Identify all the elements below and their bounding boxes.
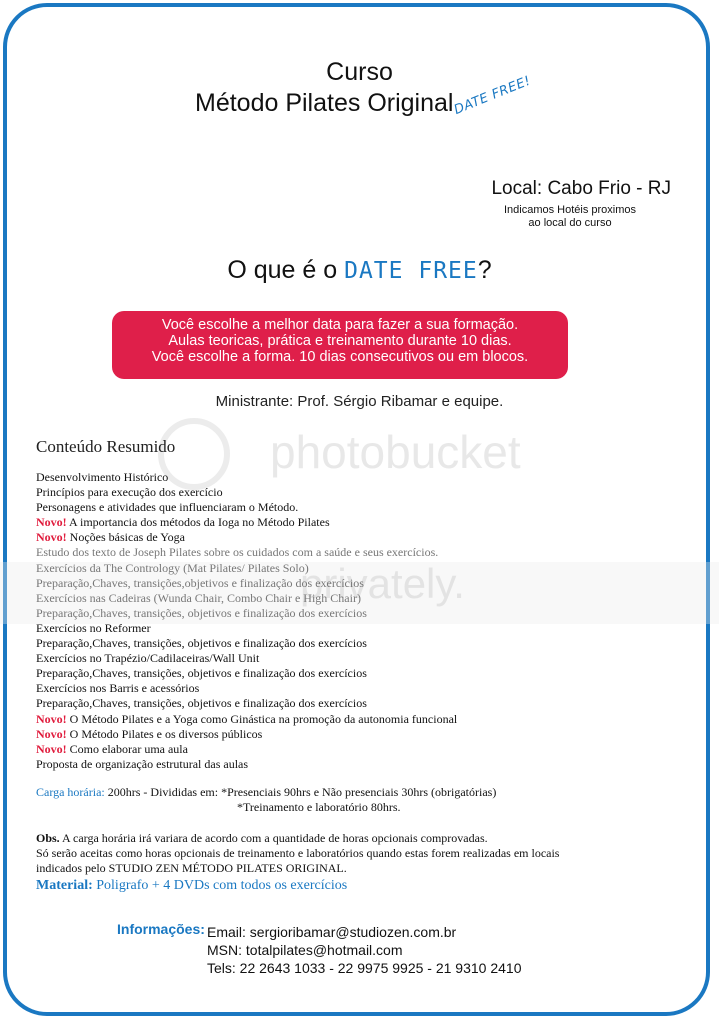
list-item-text: Exercícios no Reformer (36, 620, 151, 635)
carga-label: Carga horária: (36, 785, 105, 799)
info-msn[interactable]: MSN: totalpilates@hotmail.com (207, 942, 403, 958)
banner-line1: Você escolhe a melhor data para fazer a sua formação. (161, 317, 519, 333)
date-free-stamp: DATE FREE! (452, 73, 534, 118)
list-item (36, 485, 457, 500)
list-item-text: A importancia dos métodos da Ioga no Método Pilates (66, 515, 330, 530)
carga-line1: 200hrs - Divididas em: *Presenciais 90hrs e Não presenciais 30hrs (obrigatórias) (104, 785, 497, 799)
list-item (36, 681, 457, 696)
material (36, 878, 347, 894)
banner-line2: Aulas teoricas, prática e treinamento durante 10 dias. (168, 333, 512, 349)
ministrante: Ministrante: Prof. Sérgio Ribamar e equipe. (215, 393, 504, 410)
new-badge: Novo! (36, 726, 67, 741)
hotels-line1: Indicamos Hotéis proximos (503, 204, 637, 216)
list-item-text: Noções básicas de Yoga (66, 530, 185, 545)
list-item-text: Exercícios nos Barris e acessórios (36, 681, 200, 696)
hotels-note (470, 204, 670, 230)
obs-line1: A carga horária irá variara de acordo com a quantidade de horas opcionais comprovadas. (59, 831, 488, 845)
list-item-text: O Método Pilates e os diversos públicos (66, 726, 263, 741)
watermark-text-1: photobucket (270, 426, 521, 478)
list-item-text: Princípios para execução dos exercício (36, 485, 223, 500)
new-badge: Novo! (36, 711, 67, 726)
list-item-text: Exercícios no Trapézio/Cadilaceiras/Wall Unit (36, 651, 260, 666)
info-contacts (207, 923, 521, 977)
list-item (36, 470, 457, 485)
list-item (36, 712, 457, 727)
obs-line3: indicados pelo STUDIO ZEN MÉTODO PILATES ORIGINAL. (36, 861, 347, 875)
new-badge: Novo! (36, 530, 67, 545)
list-item (36, 727, 457, 742)
course-title-line2: Método Pilates Original (195, 89, 454, 117)
list-item-text: Exercícios da The Contrology (Mat Pilates/ Pilates Solo) (36, 560, 309, 575)
list-item-text: Preparação,Chaves, transições,objetivos e finalização dos exercícios (36, 575, 364, 590)
watermark-text-2: privately. (300, 560, 465, 607)
list-item (36, 530, 457, 545)
list-item (36, 545, 457, 560)
list-item (36, 561, 457, 576)
course-title-line1: Curso (326, 58, 393, 86)
new-badge: Novo! (36, 741, 67, 756)
list-item (36, 591, 457, 606)
material-label: Material: (36, 878, 93, 893)
list-item (36, 651, 457, 666)
date-free-question (0, 256, 719, 285)
list-item (36, 757, 457, 772)
hotels-line2: ao local do curso (528, 217, 612, 229)
content-list (36, 470, 457, 772)
list-item-text: Desenvolvimento Histórico (36, 470, 169, 484)
list-item-text: Personagens e atividades que influenciaram o Método. (36, 500, 299, 515)
content-heading: Conteúdo Resumido (36, 437, 176, 456)
list-item-text: Preparação,Chaves, transições, objetivos e finalização dos exercícios (36, 636, 367, 651)
info-label: Informações: (117, 921, 205, 937)
list-item-text: Preparação,Chaves, transições, objetivos e finalização dos exercícios (36, 696, 367, 711)
list-item-text: O Método Pilates e a Yoga como Ginástica na promoção da autonomia funcional (66, 711, 458, 726)
obs-line2: Só serão aceitas como horas opcionais de treinamento e laboratórios quando estas forem realizadas em locais (36, 846, 560, 860)
list-item-text: Proposta de organização estrutural das aulas (36, 756, 249, 771)
date-free-banner (112, 311, 568, 379)
list-item (36, 576, 457, 591)
carga-line2: *Treinamento e laboratório 80hrs. (237, 800, 401, 814)
list-item (36, 666, 457, 681)
question-highlight: DATE FREE (344, 258, 478, 284)
obs-block (36, 831, 559, 876)
list-item (36, 742, 457, 757)
question-prefix: O que é o (227, 256, 345, 284)
list-item (36, 636, 457, 651)
list-item (36, 621, 457, 636)
info-tels: Tels: 22 2643 1033 - 22 9975 9925 - 21 9310 2410 (207, 960, 522, 976)
location: Local: Cabo Frio - RJ (491, 178, 671, 199)
list-item-text: Como elaborar uma aula (66, 741, 188, 756)
info-email[interactable]: Email: sergioribamar@studiozen.com.br (207, 924, 457, 940)
list-item (36, 500, 457, 515)
list-item (36, 515, 457, 530)
list-item-text: Estudo dos texto de Joseph Pilates sobre os cuidados com a saúde e seus exercícios. (36, 545, 439, 560)
list-item (36, 606, 457, 621)
obs-label: Obs. (36, 831, 60, 845)
material-text: Poligrafo + 4 DVDs com todos os exercícios (92, 878, 348, 893)
list-item-text: Preparação,Chaves, transições, objetivos e finalização dos exercícios (36, 605, 367, 620)
list-item (36, 696, 457, 711)
list-item-text: Exercícios nas Cadeiras (Wunda Chair, Combo Chair e High Chair) (36, 590, 361, 605)
carga-horaria (36, 785, 496, 800)
list-item-text: Preparação,Chaves, transições, objetivos e finalização dos exercícios (36, 666, 367, 681)
question-suffix: ? (477, 256, 492, 284)
banner-line3: Você escolhe a forma. 10 dias consecutivos ou em blocos. (151, 349, 529, 365)
new-badge: Novo! (36, 515, 67, 530)
